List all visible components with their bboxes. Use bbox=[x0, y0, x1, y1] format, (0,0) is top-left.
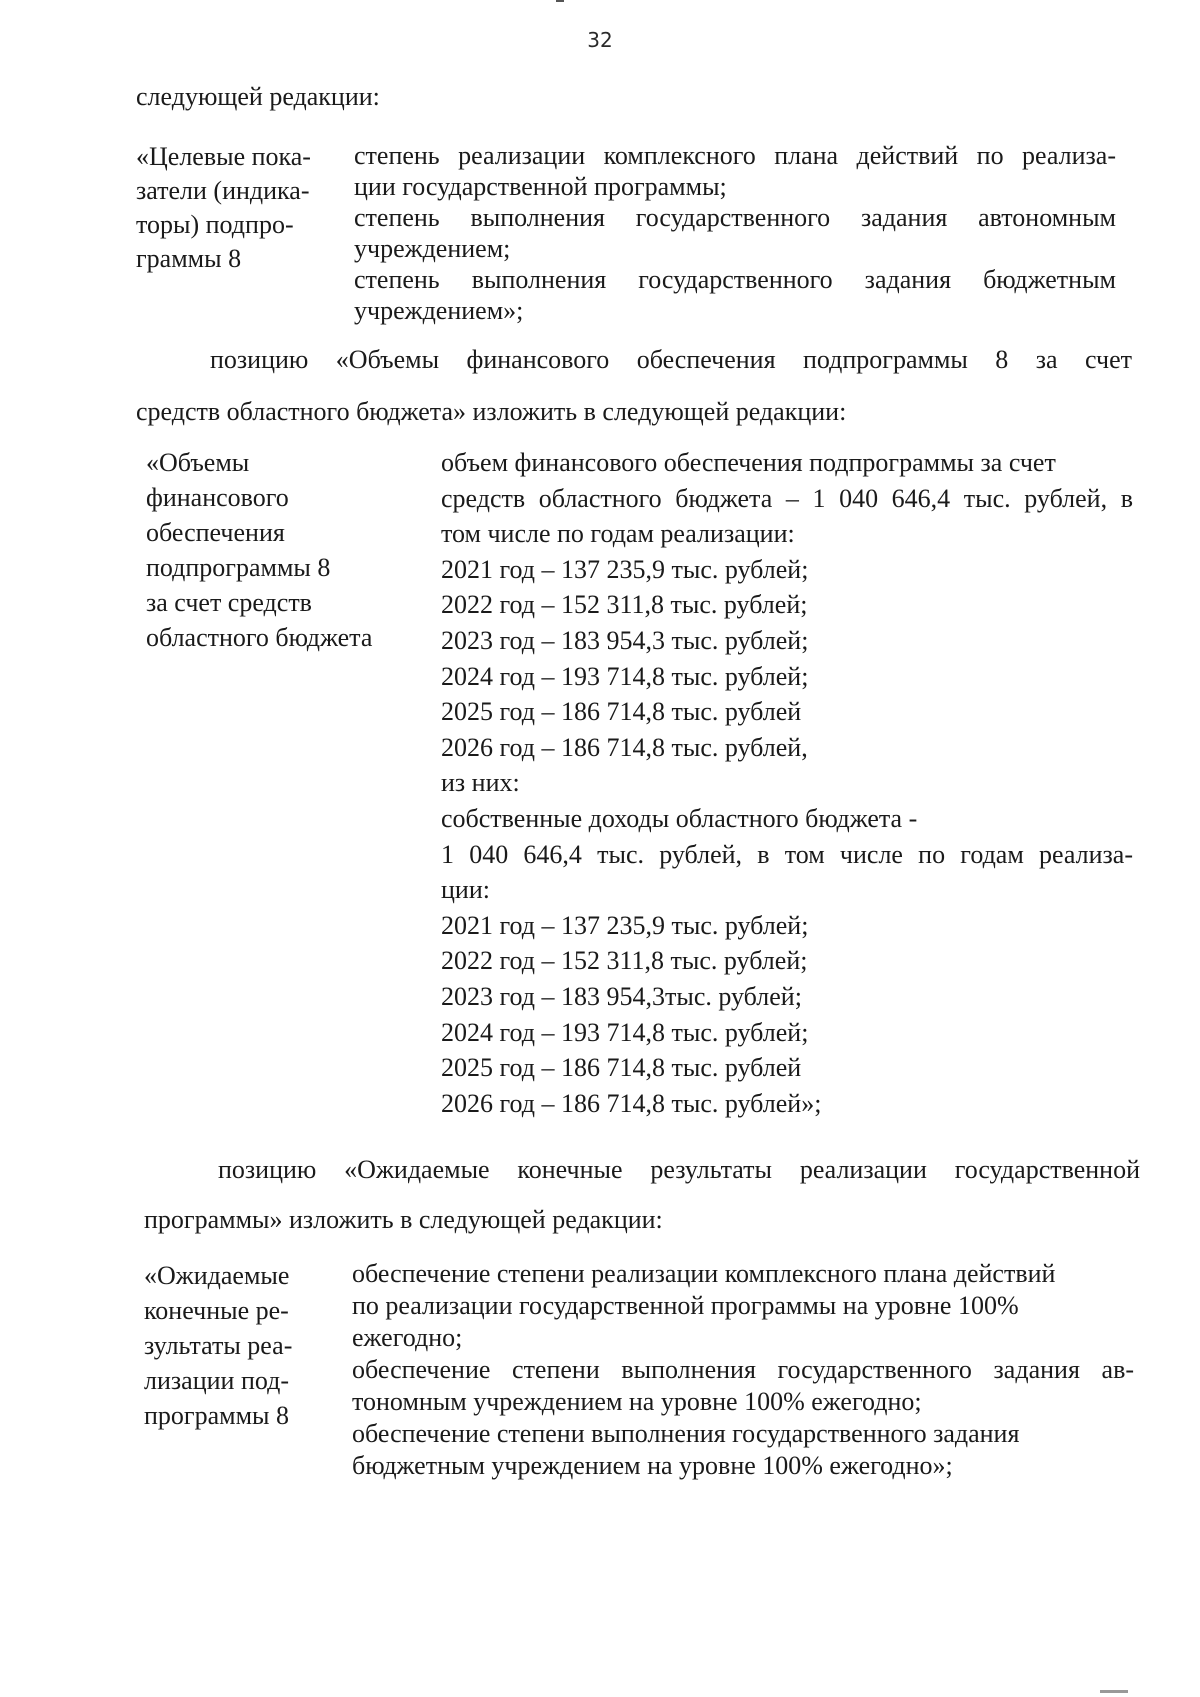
section1-content-line: степень реализации комплексного плана действий по реализа- bbox=[354, 141, 1116, 170]
section1-label-line: граммы 8 bbox=[136, 244, 242, 273]
section3-content bbox=[352, 1258, 1134, 1482]
year-amount-line: 2024 год – 193 714,8 тыс. рублей; bbox=[441, 661, 809, 691]
section3-label-line: лизации под- bbox=[144, 1366, 289, 1395]
section3-label-line: зультаты реа- bbox=[144, 1331, 293, 1360]
section1-label-line: «Целевые пока- bbox=[136, 142, 311, 171]
year-amount-line: 2025 год – 186 714,8 тыс. рублей bbox=[441, 697, 802, 727]
intro-line: следующей редакции: bbox=[136, 82, 380, 111]
section1-content-line: учреждением; bbox=[354, 234, 511, 263]
section3-content-line: обеспечение степени выполнения государственного задания ав- bbox=[352, 1355, 1134, 1384]
section1-content-line: учреждением»; bbox=[354, 296, 524, 325]
section1-label-line: торы) подпро- bbox=[136, 210, 294, 239]
section3-content-line: по реализации государственной программы на уровне 100% bbox=[352, 1291, 1019, 1320]
section1-content bbox=[354, 140, 1116, 326]
year-amount-line: 2023 год – 183 954,3тыс. рублей; bbox=[441, 981, 802, 1011]
section2-content-line: из них: bbox=[441, 768, 520, 798]
section3-label-line: конечные ре- bbox=[144, 1296, 289, 1325]
year-amount-line: 2026 год – 186 714,8 тыс. рублей, bbox=[441, 732, 808, 762]
section2-label-line: финансового bbox=[146, 483, 289, 512]
section3-content-line: бюджетным учреждением на уровне 100% ежегодно»; bbox=[352, 1451, 953, 1480]
page-number: 32 bbox=[587, 28, 613, 52]
section2-label-line: подпрограммы 8 bbox=[146, 553, 331, 582]
section1-content-line: степень выполнения государственного задания бюджетным bbox=[354, 265, 1116, 294]
section3-content-line: тономным учреждением на уровне 100% ежегодно; bbox=[352, 1387, 922, 1416]
year-amount-line: 2021 год – 137 235,9 тыс. рублей; bbox=[441, 910, 809, 940]
year-amount-line: 2021 год – 137 235,9 тыс. рублей; bbox=[441, 554, 809, 584]
section2-content-line: том числе по годам реализации: bbox=[441, 519, 795, 549]
section3-content-line: ежегодно; bbox=[352, 1323, 463, 1352]
section3-label-line: «Ожидаемые bbox=[144, 1261, 290, 1290]
section3-label bbox=[144, 1258, 314, 1433]
paragraph-results-intro: позицию «Ожидаемые конечные результаты реализации государственной bbox=[218, 1155, 1140, 1184]
scan-artifact-top bbox=[556, 0, 564, 2]
section2-content-line: ции: bbox=[441, 875, 490, 905]
year-amount-line: 2023 год – 183 954,3 тыс. рублей; bbox=[441, 625, 809, 655]
section2-content-line: собственные доходы областного бюджета - bbox=[441, 803, 918, 833]
section2-label-line: областного бюджета bbox=[146, 623, 373, 652]
section2-content bbox=[441, 445, 1133, 1121]
section2-label bbox=[146, 445, 406, 655]
section2-content-line: объем финансового обеспечения подпрограммы за счет bbox=[441, 448, 1056, 477]
section2-content-line: средств областного бюджета – 1 040 646,4 тыс. рублей, в bbox=[441, 483, 1133, 513]
paragraph-financing-intro: позицию «Объемы финансового обеспечения подпрограммы 8 за счет bbox=[210, 345, 1132, 374]
year-amount-line: 2026 год – 186 714,8 тыс. рублей»; bbox=[441, 1088, 822, 1118]
section3-label-line: программы 8 bbox=[144, 1401, 289, 1430]
section1-label-line: затели (индика- bbox=[136, 176, 310, 205]
section2-label-line: «Объемы bbox=[146, 448, 250, 477]
section2-label-line: обеспечения bbox=[146, 518, 285, 547]
section1-content-line: ции государственной программы; bbox=[354, 172, 727, 201]
section2-label-line: за счет средств bbox=[146, 588, 312, 617]
section3-content-line: обеспечение степени реализации комплексного плана действий bbox=[352, 1259, 1056, 1288]
section3-content-line: обеспечение степени выполнения государственного задания bbox=[352, 1419, 1020, 1448]
paragraph-financing-intro-cont: средств областного бюджета» изложить в следующей редакции: bbox=[136, 397, 847, 426]
paragraph-results-intro-cont: программы» изложить в следующей редакции: bbox=[144, 1205, 663, 1234]
year-amount-line: 2022 год – 152 311,8 тыс. рублей; bbox=[441, 590, 808, 620]
scan-artifact-bottom bbox=[1100, 1690, 1128, 1693]
section2-content-line: 1 040 646,4 тыс. рублей, в том числе по годам реализа- bbox=[441, 839, 1133, 869]
section1-content-line: степень выполнения государственного задания автономным bbox=[354, 203, 1116, 232]
section1-label bbox=[136, 140, 326, 276]
year-amount-line: 2025 год – 186 714,8 тыс. рублей bbox=[441, 1053, 802, 1083]
year-amount-line: 2024 год – 193 714,8 тыс. рублей; bbox=[441, 1017, 809, 1047]
year-amount-line: 2022 год – 152 311,8 тыс. рублей; bbox=[441, 946, 808, 976]
